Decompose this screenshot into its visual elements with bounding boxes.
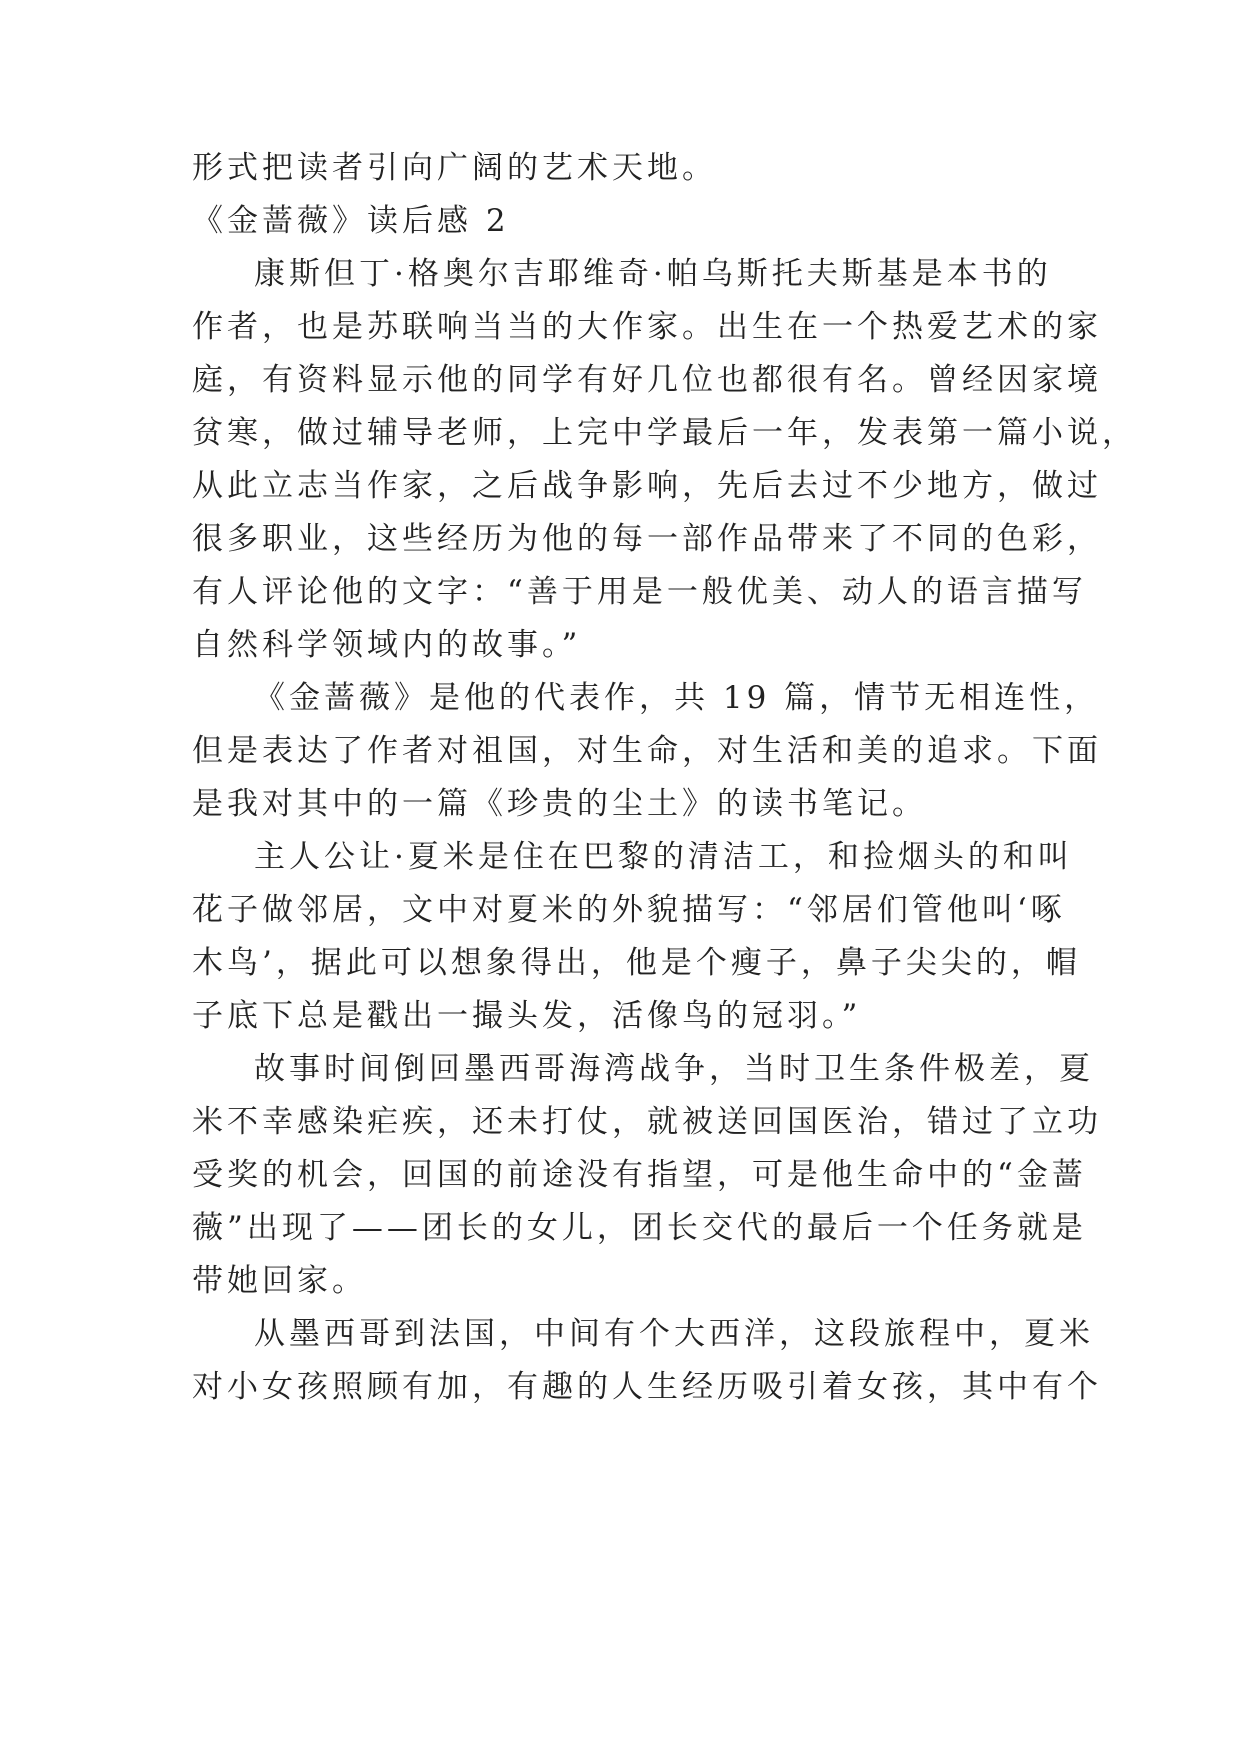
paragraph-line: 自然科学领域内的故事。”: [192, 627, 582, 663]
paragraph-line: 但是表达了作者对祖国，对生命，对生活和美的追求。下面: [192, 733, 1102, 769]
paragraph-line: 庭，有资料显示他的同学有好几位也都很有名。曾经因家境: [192, 362, 1102, 398]
paragraph-line: 《金蔷薇》是他的代表作，共 19 篇，情节无相连性，: [254, 680, 1100, 716]
paragraph-line: 花子做邻居，文中对夏米的外貌描写：“邻居们管他叫‘啄: [192, 892, 1066, 928]
paragraph-line: 带她回家。: [192, 1263, 367, 1299]
paragraph-line: 故事时间倒回墨西哥海湾战争，当时卫生条件极差，夏: [254, 1051, 1094, 1087]
paragraph-line: 子底下总是戳出一撮头发，活像鸟的冠羽。”: [192, 998, 862, 1034]
paragraph-line: 从墨西哥到法国，中间有个大西洋，这段旅程中，夏米: [254, 1316, 1094, 1352]
paragraph-line: 受奖的机会，回国的前途没有指望，可是他生命中的“金蔷: [192, 1157, 1087, 1193]
paragraph-line: 作者，也是苏联响当当的大作家。出生在一个热爱艺术的家: [192, 309, 1102, 345]
paragraph-line: 薇”出现了——团长的女儿，团长交代的最后一个任务就是: [192, 1210, 1087, 1246]
essay-heading: 《金蔷薇》读后感 2: [192, 203, 510, 239]
paragraph-line: 很多职业，这些经历为他的每一部作品带来了不同的色彩，: [192, 521, 1102, 557]
top-fragment-line: 形式把读者引向广阔的艺术天地。: [192, 150, 717, 186]
paragraph-line: 米不幸感染疟疾，还未打仗，就被送回国医治，错过了立功: [192, 1104, 1102, 1140]
paragraph-line: 从此立志当作家，之后战争影响，先后去过不少地方，做过: [192, 468, 1102, 504]
paragraph-line: 康斯但丁·格奥尔吉耶维奇·帕乌斯托夫斯基是本书的: [254, 256, 1052, 292]
paragraph-line: 是我对其中的一篇《珍贵的尘土》的读书笔记。: [192, 786, 927, 822]
paragraph-line: 贫寒，做过辅导老师，上完中学最后一年，发表第一篇小说，: [192, 415, 1137, 451]
paragraph-line: 有人评论他的文字：“善于用是一般优美、动人的语言描写: [192, 574, 1087, 610]
paragraph-line: 木鸟’，据此可以想象得出，他是个瘦子，鼻子尖尖的，帽: [192, 945, 1081, 981]
paragraph-line: 主人公让·夏米是住在巴黎的清洁工，和捡烟头的和叫: [254, 839, 1073, 875]
paragraph-line: 对小女孩照顾有加，有趣的人生经历吸引着女孩，其中有个: [192, 1369, 1102, 1405]
